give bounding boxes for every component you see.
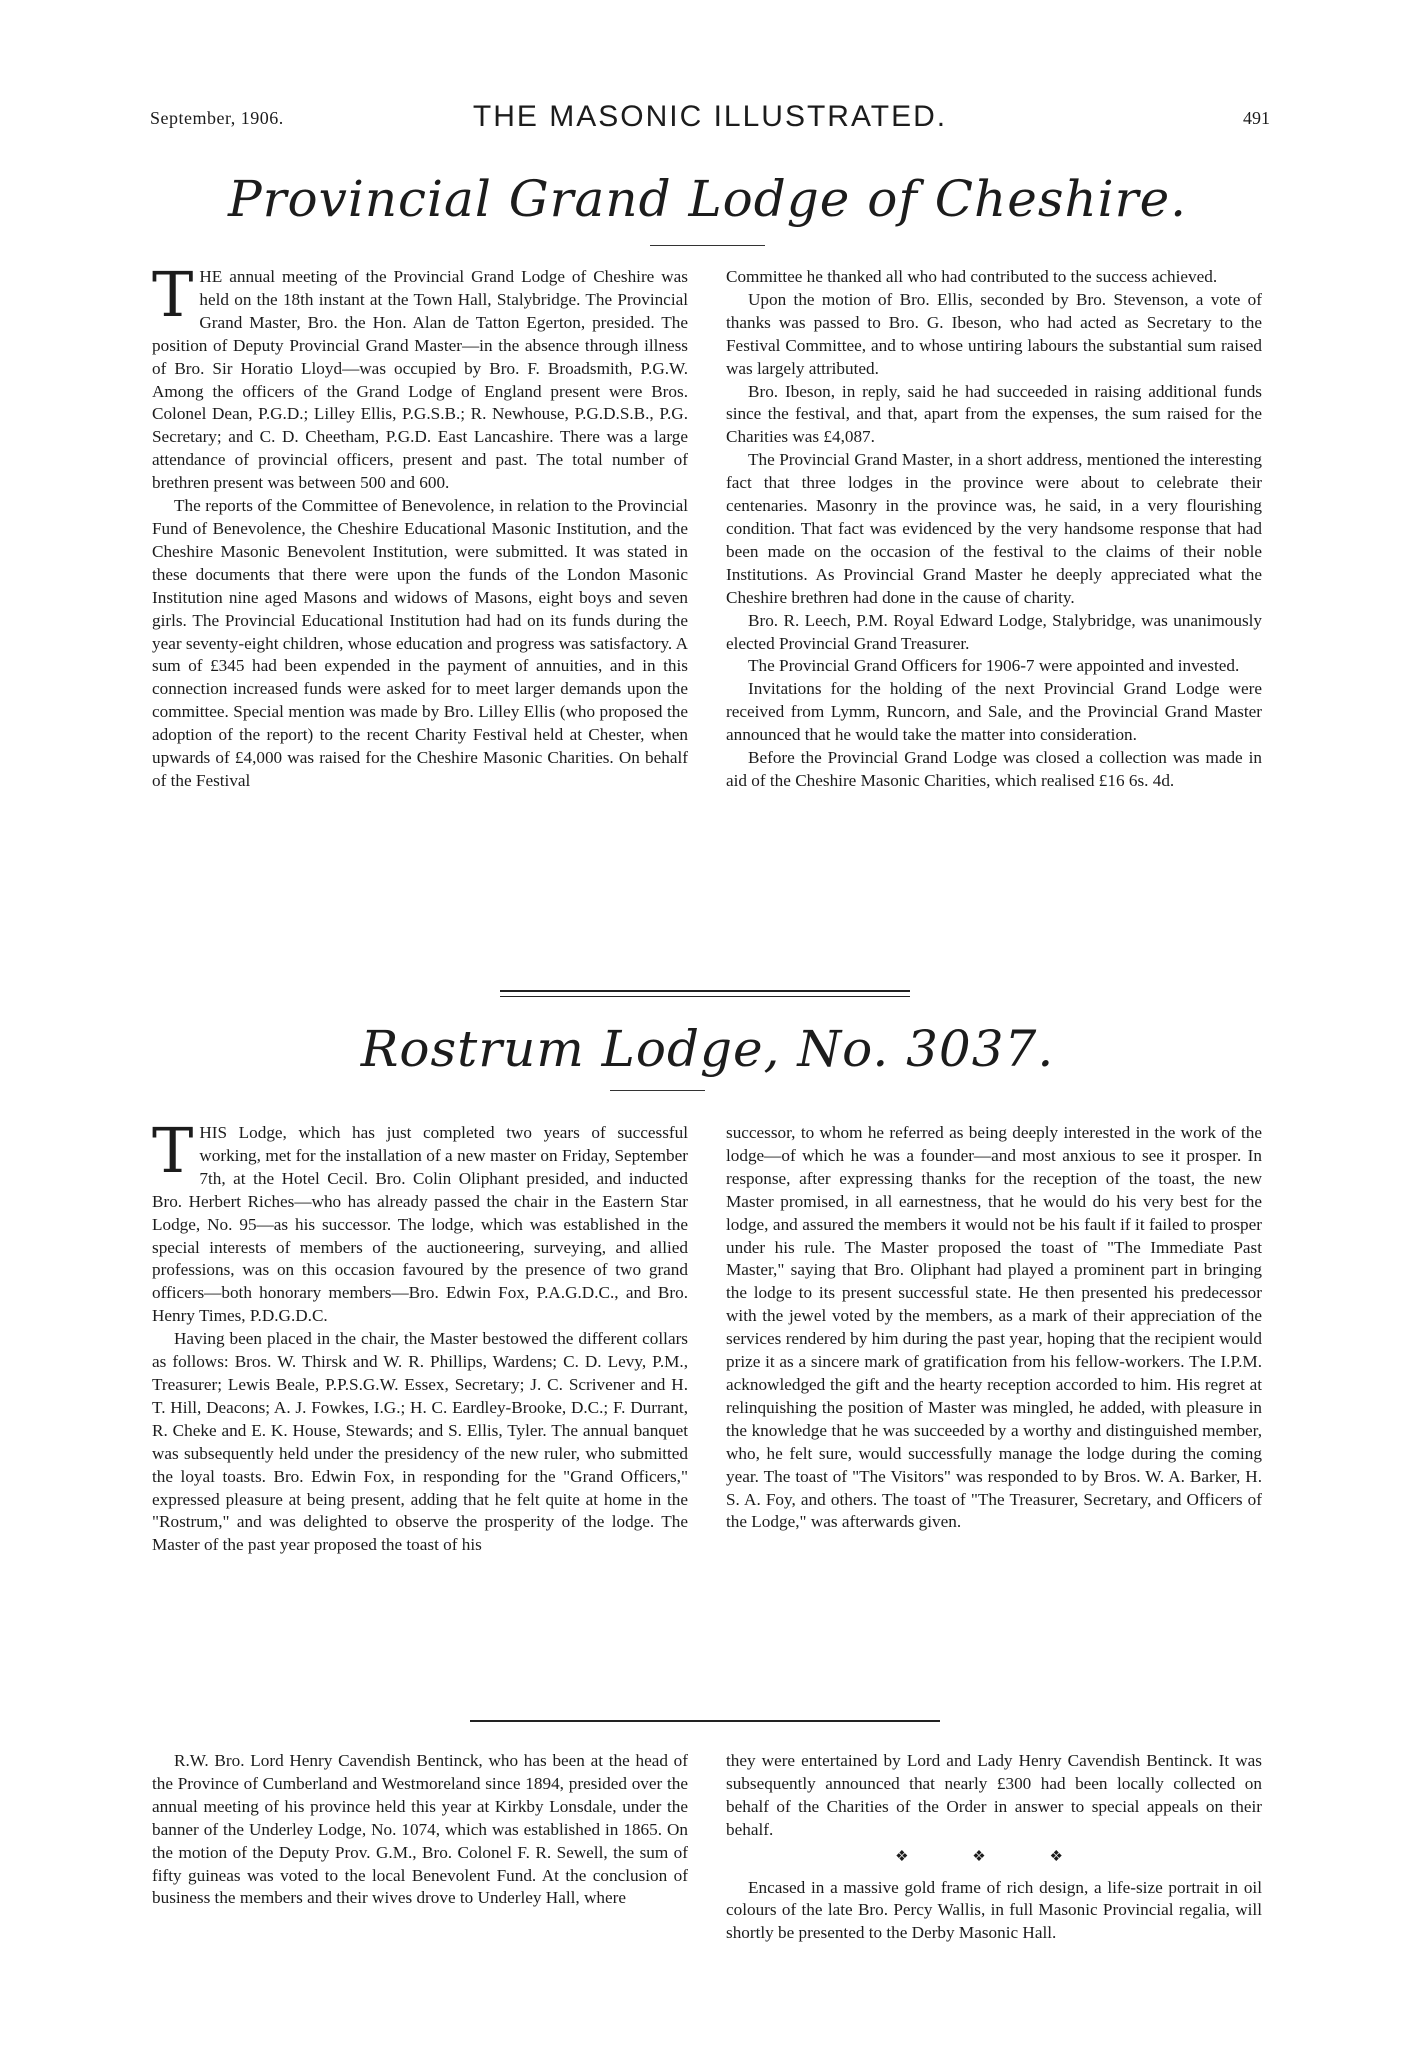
- paragraph: Before the Provincial Grand Lodge was closed a collection was made in aid of the Cheshire Masonic Charities, which realised £16 6s. 4d.: [726, 748, 1262, 790]
- article-1-paragraph: [152, 258, 688, 495]
- title-rule-1: [650, 245, 765, 246]
- paragraph: Upon the motion of Bro. Ellis, seconded by Bro. Stevenson, a vote of thanks was passed to Bro. G. Ibeson, who had acted as Secretary to the Festival Committee, and to whose untiring labours the substantial sum raised was largely attributed.: [726, 289, 1262, 378]
- paragraph: HE annual meeting of the Provincial Grand Lodge of Cheshire was held on the 18th instant at the Town Hall, Stalybridge. The Provincial Grand Master, Bro. the Hon. Alan de Tatton Egerton, presided. The position of Deputy Provincial Grand Master—in the absence through illness of Bro. Sir Horatio Lloyd—was occupied by Bro. F. Broadsmith, P.G.W. Among the officers of the Grand Lodge of England present were Bros. Colonel Dean, P.G.D.; Lilley Ellis, P.G.S.B.; R. Newhouse, P.G.D.S.B., P.G. Secretary; and C. D. Cheetham, P.G.D. East Lancashire. There was a large attendance of provincial officers, present and past. The total number of brethren present was between 500 and 600.: [152, 267, 688, 493]
- notes-left-column: [152, 1750, 688, 1910]
- section-divider: [500, 990, 910, 997]
- paragraph: HIS Lodge, which has just completed two years of successful working, met for the installation of a new master on Friday, September 7th, at the Hotel Cecil. Bro. Colin Oliphant presided, and inducted Bro. Herbert Riches—who has already passed the chair in the Eastern Star Lodge, No. 95—as his successor. The lodge, which was established in the special interests of members of the auctioneering, surveying, and allied professions, was on this occasion favoured by the presence of two grand officers—both honorary members—Bro. Edwin Fox, P.A.G.D.C., and Bro. Henry Times, P.D.G.D.C.: [152, 1123, 688, 1326]
- article-2-paragraph: [152, 1114, 688, 1328]
- title-rule-2: [610, 1090, 705, 1091]
- paragraph: Committee he thanked all who had contributed to the success achieved.: [726, 267, 1218, 286]
- paragraph: they were entertained by Lord and Lady Henry Cavendish Bentinck. It was subsequently announced that nearly £300 had been locally collected on behalf of the Charities of the Order in answer to special appeals on their behalf.: [726, 1751, 1262, 1839]
- paragraph: Encased in a massive gold frame of rich design, a life-size portrait in oil colours of the late Bro. Percy Wallis, in full Masonic Provincial regalia, will shortly be presented to the Derby Masonic Hall.: [726, 1877, 1262, 1943]
- paragraph: Having been placed in the chair, the Master bestowed the different collars as follows: Bros. W. Thirsk and W. R. Phillips, Wardens; C. D. Levy, P.M., Treasurer; Lewis Beale, P.P.S.G.W. Essex, Secretary; J. C. Scrivener and H. T. Hill, Deacons; A. J. Fowkes, I.G.; H. C. Eardley-Brooke, D.C.; F. Durrant, R. Cheke and E. K. House, Stewards; and S. Ellis, Tyler. The annual banquet was subsequently held under the presidency of the new ruler, who submitted the loyal toasts. Bro. Edwin Fox, in responding for the "Grand Officers," expressed pleasure at being present, adding that he felt quite at home in the "Rostrum," and was delighted to observe the prosperity of the lodge. The Master of the past year proposed the toast of his: [152, 1329, 688, 1555]
- running-head: [150, 100, 1270, 140]
- article-1-right-column: [726, 266, 1262, 793]
- notes-right-column: [726, 1750, 1262, 1945]
- ornament-divider: ❖ ❖ ❖: [895, 1848, 1093, 1865]
- paragraph: successor, to whom he referred as being deeply interested in the work of the lodge—of which he was a founder—and most anxious to see it prosper. In response, after expressing thanks for the reception of the toast, the new Master promised, in all earnestness, that he would do his very best for the lodge, and assured the members it would not be his fault if it failed to prosper under his rule. The Master proposed the toast of "The Immediate Past Master," saying that Bro. Oliphant had played a prominent part in bringing the lodge to its present successful state. He then presented his predecessor with the jewel voted by the members, as a mark of their appreciation of the services rendered by him during the past year, hoping that the recipient would prize it as a sincere mark of gratification from his fellow-workers. The I.P.M. acknowledged the gift and the hearty reception accorded to him. His regret at relinquishing the position of Master was mingled, he added, with pleasure in the knowledge that he was succeeded by a worthy and distinguished member, who, he felt sure, would successfully manage the lodge during the coming year. The toast of "The Visitors" was responded to by Bros. W. A. Barker, H. S. A. Foy, and others. The toast of "The Treasurer, Secretary, and Officers of the Lodge," was afterwards given.: [726, 1123, 1262, 1532]
- paragraph: R.W. Bro. Lord Henry Cavendish Bentinck, who has been at the head of the Province of Cumberland and Westmoreland since 1894, presided over the annual meeting of his province held this year at Kirkby Lonsdale, under the banner of the Underley Lodge, No. 1074, which was established in 1865. On the motion of the Deputy Prov. G.M., Bro. Colonel F. R. Sewell, the sum of fifty guineas was voted to the local Benevolent Fund. At the conclusion of business the members and their wives drove to Underley Hall, where: [152, 1751, 688, 1908]
- journal-title: THE MASONIC ILLUSTRATED.: [472, 100, 948, 133]
- article-2-right-column: [726, 1122, 1262, 1534]
- section-divider: [470, 1720, 940, 1722]
- article-1-left-column: [152, 258, 688, 793]
- paragraph: The Provincial Grand Master, in a short address, mentioned the interesting fact that three lodges in the province were about to celebrate their centenaries. Masonry in the province was, he said, in a very flourishing condition. That fact was evidenced by the very handsome response that had been made on the occasion of the festival to the claims of their noble Institutions. As Provincial Grand Master he deeply appreciated what the Cheshire brethren had done in the cause of charity.: [726, 450, 1262, 607]
- paragraph: Invitations for the holding of the next Provincial Grand Lodge were received from Lymm, Runcorn, and Sale, and the Provincial Grand Master announced that he would take the matter into consideration.: [726, 679, 1262, 745]
- paragraph: Bro. R. Leech, P.M. Royal Edward Lodge, Stalybridge, was unanimously elected Provincial Grand Treasurer.: [726, 610, 1262, 653]
- paragraph: The Provincial Grand Officers for 1906-7 were appointed and invested.: [748, 656, 1240, 676]
- article-2-left-column: [152, 1114, 688, 1557]
- paragraph: Bro. Ibeson, in reply, said he had succeeded in raising additional funds since the festival, and that, apart from the expenses, the sum raised for the Charities was £4,087.: [726, 381, 1262, 447]
- page-number: 491: [1243, 108, 1270, 128]
- drop-cap: T: [152, 258, 194, 331]
- drop-cap: T: [152, 1114, 194, 1187]
- article-2-title: Rostrum Lodge, No. 3037.: [360, 1020, 1055, 1078]
- paragraph: The reports of the Committee of Benevolence, in relation to the Provincial Fund of Benevolence, the Cheshire Educational Masonic Institution, and the Cheshire Masonic Benevolent Institution, were submitted. It was stated in these documents that there were upon the funds of the London Masonic Institution nine aged Masons and widows of Masons, eight boys and seven girls. The Provincial Educational Institution had had on its funds during the year seventy-eight children, whose education and progress was satisfactory. A sum of £345 had been expended in the payment of annuities, and in this connection increased funds were asked for to meet larger demands upon the committee. Special mention was made by Bro. Lilley Ellis (who proposed the adoption of the report) to the recent Charity Festival held at Chester, when upwards of £4,000 was raised for the Cheshire Masonic Charities. On behalf of the Festival: [152, 496, 688, 790]
- issue-date: September, 1906.: [150, 108, 284, 128]
- article-1-title: Provincial Grand Lodge of Cheshire.: [227, 170, 1188, 228]
